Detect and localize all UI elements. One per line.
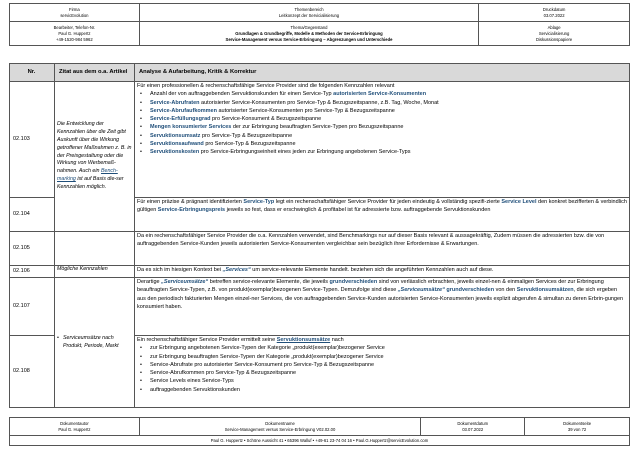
header-druckdatum [479, 4, 630, 22]
row-number: 02.107 [10, 278, 55, 336]
dokumentseite-label: Dokumentseite [563, 420, 592, 426]
table-row [10, 266, 630, 278]
analysis-intro: Für einen professionellen & rechenschaftsfähige Service Provider sind die folgenden Kennzahlen relevant [137, 83, 395, 89]
row-number: 02.105 [10, 232, 55, 266]
list-item: • Service-Abrufraten autorisierter Service-Konsumenten pro Service-Typ & Bezugszeitspanne, z.B. Tag, Woche, Monat [137, 99, 627, 107]
list-item: • Service Levels eines Service-Typs [137, 377, 627, 385]
table-row [10, 232, 630, 266]
dokumentdatum-value: 03.07.2022 [462, 426, 484, 432]
themenbereich-label: Themenbereich [294, 6, 324, 12]
list-item: • Servuktionsumsatz pro Service-Typ & Bezugszeitspanne [137, 132, 627, 140]
analysis-cell: Für einen präzise & prägnant identifizierten Service-Typ legt ein rechenschaftsfähiger Service Provider für jeden eindeutig & vollständig spezifi-zierte Service Level den konkret bezifferten & verbindlich gültigen Service-Erbringungspreis jeweils so fest, dass er erschwinglich & profitabel ist für adressierte bzw. auftraggebende Servuktionskunden [135, 198, 630, 232]
list-item: • Servuktionsaufwand pro Service-Typ & Bezugszeitspanne [137, 140, 627, 148]
footer-autor [10, 418, 140, 436]
thema-line1: Grundlagen & Grundbegriffe, Modelle & Methoden der Service-Erbringung [235, 30, 383, 36]
list-item: • Service-Abrufrate pro autorisierter Service-Konsument pro Service-Typ & Bezugszeitspanne [137, 361, 627, 369]
list-item: • zur Erbringung angebotenen Service-Typen der Kategorie „produkt(exemplar)bezogener Service [137, 344, 627, 352]
thema-line2: Service-Management versus Service-Erbringung – Abgrenzungen und Unterschiede [225, 36, 393, 42]
header-firma [10, 4, 140, 22]
bearbeiter-name: Paul G. Huppertz [58, 30, 91, 36]
kennzahlen-list [137, 90, 627, 156]
row-number: 02.108 [10, 336, 55, 408]
document-footer [9, 417, 630, 446]
table-row [10, 278, 630, 336]
document-header [9, 3, 630, 46]
firma-label: Firma [69, 6, 80, 12]
footer-dokumentseite [525, 418, 630, 436]
analysis-cell: Da ein rechenschaftsfähiger Service Provider die o.a. Kennzahlen verwendet, sind Benchmarkings nur auf dieser Basis relevant & aussagekräftig, Zudem müssen die adressierten bzw. die von auftraggebenden Service-Kunden jeweils autorisierten Service-Konsumenten vergleichbar sein bezüglich ihrer Erfordernisse & Erwartungen. [135, 232, 630, 266]
bearbeiter-phone: +49-1520-984 5962 [56, 36, 93, 42]
ablage-line2: Diskussionspapiere [535, 36, 573, 42]
header-bearbeiter [10, 22, 140, 46]
row-number: 02.106 [10, 266, 55, 278]
thema-label: Thema/Gegenstand [290, 24, 328, 30]
autor-label: Dokumentautor [60, 420, 89, 426]
quote-text-end: ist auf Basis die-ser Kennzahlen möglich. [57, 176, 124, 191]
analysis-cell: Da es sich im hiesigen Kontext bei „Services“ um service-relevante Elemente handelt. beziehen sich die angeführten Kennzahlen auch auf diese. [135, 266, 630, 278]
analysis-table [9, 63, 630, 408]
dokumentdatum-label: Dokumentdatum [457, 420, 489, 426]
header-themenbereich [139, 4, 478, 22]
benchmarking-link[interactable]: Bench-marking [57, 168, 118, 183]
autor-value: Paul G. Huppertz [58, 426, 91, 432]
analysis-intro: Ein rechenschaftsfähiger Service Provider ermittelt seine Servuktionsumsätze nach [137, 337, 344, 343]
druckdatum-value: 03.07.2022 [543, 12, 565, 18]
quote-cell: Mögliche Kennzahlen [55, 266, 135, 278]
list-item: • Service-Abrufkommen pro Service-Typ & Bezugszeitspanne [137, 369, 627, 377]
list-item: • Service-Erfüllungsgrad pro Service-Konsument & Bezugszeitspanne [137, 115, 627, 123]
list-item: • zur Erbringung beauftragten Service-Typen der Kategorie „produkt(exemplar)bezogener Service [137, 353, 627, 361]
dokumentname-value: Service-Management versus Service-Erbringung V02.02.00 [224, 426, 336, 432]
quote-list-item: • Serviceumsätze nach Produkt, Periode, Markt [57, 335, 132, 351]
umsatz-list [137, 344, 627, 394]
quote-cell [55, 278, 135, 408]
dokumentname-label: Dokumentname [265, 420, 295, 426]
row-number: 02.103 [10, 82, 55, 198]
quote-text: Die Entwicklung der Kennzahlen über die Zeit gibt Auskunft über die Wirkung getroffener Maßnahmen z. B. in der Preisgestaltung oder die Wirkung von Werbemaß-nahmen. Auch ein [57, 120, 132, 175]
ablage-label: Ablage [547, 24, 561, 30]
row-number: 02.104 [10, 198, 55, 232]
analysis-cell [135, 336, 630, 408]
list-item: • Servuktionskosten pro Service-Erbringungseinheit eines jeden zur Erbringung angebotenen Service-Typs [137, 148, 627, 156]
ablage-line1: Servicialisierung [538, 30, 570, 36]
list-item: • Mengen konsumierter Services der zur Erbringung beauftragten Service-Typen pro Bezugszeitspanne [137, 123, 627, 131]
header-ablage [479, 22, 630, 46]
column-header-nr: Nr. [10, 64, 55, 82]
themenbereich-value: Leitkonzept der Servicialisierung [278, 12, 340, 18]
list-item: • Anzahl der von auftraggebenden Servuktionskunden für einen Service-Typ autorisierten Service-Konsumenten [137, 90, 627, 98]
table-header-row [10, 64, 630, 82]
druckdatum-label: Druckdatum [542, 6, 566, 12]
footer-dokumentdatum [421, 418, 525, 436]
firma-value: servicEvolution [60, 12, 89, 18]
list-item: • auftraggebenden Servuktionskunden [137, 386, 627, 394]
header-thema [139, 22, 478, 46]
list-item: • Service-Abrufaufkommen autorisierter Service-Konsumenten pro Service-Typ & Bezugszeitspanne [137, 107, 627, 115]
column-header-zitat: Zitat aus dem o.a. Artikel [55, 64, 135, 82]
bearbeiter-label: Bearbeiter, Telefon-Nr. [53, 24, 96, 30]
analysis-cell [135, 82, 630, 198]
dokumentseite-value: 39 von 72 [567, 426, 587, 432]
quote-cell [55, 82, 135, 232]
table-row [10, 82, 630, 198]
footer-contact: Paul G. Huppertz • Schöne Aussicht 41 • 65396 Walluf • +49-61 23-74 04 16 • Paul.G.Huppertz@servicEvolution.com [10, 436, 630, 446]
analysis-cell: Derartige „Serviceumsätze“ betreffen service-relevante Elemente, die jeweils grundverschieden sind von verlässlich erbrachten, jeweils einzel-nen & einmaligen Services der zur Erbringung beauftragten Service-Typen, z.B. von produkt(exemplar)bezogenen Service-Typen. Demzufolge sind diese „Serviceumsätze“ grundverschieden von den Servuktionsumsätzen, die sich ergeben aus den periodisch fakturierten Mengen einzel-ner Services, die von auftraggebenden Service-Kunden autorisierten Service-Konsumenten jeweils explizit abgerufen & simultan zu deren Erbrin-gungen konsumiert haben. [135, 278, 630, 336]
footer-dokumentname [139, 418, 420, 436]
quote-cell-empty [55, 232, 135, 266]
column-header-analyse: Analyse & Aufarbeitung, Kritik & Korrektur [135, 64, 630, 82]
